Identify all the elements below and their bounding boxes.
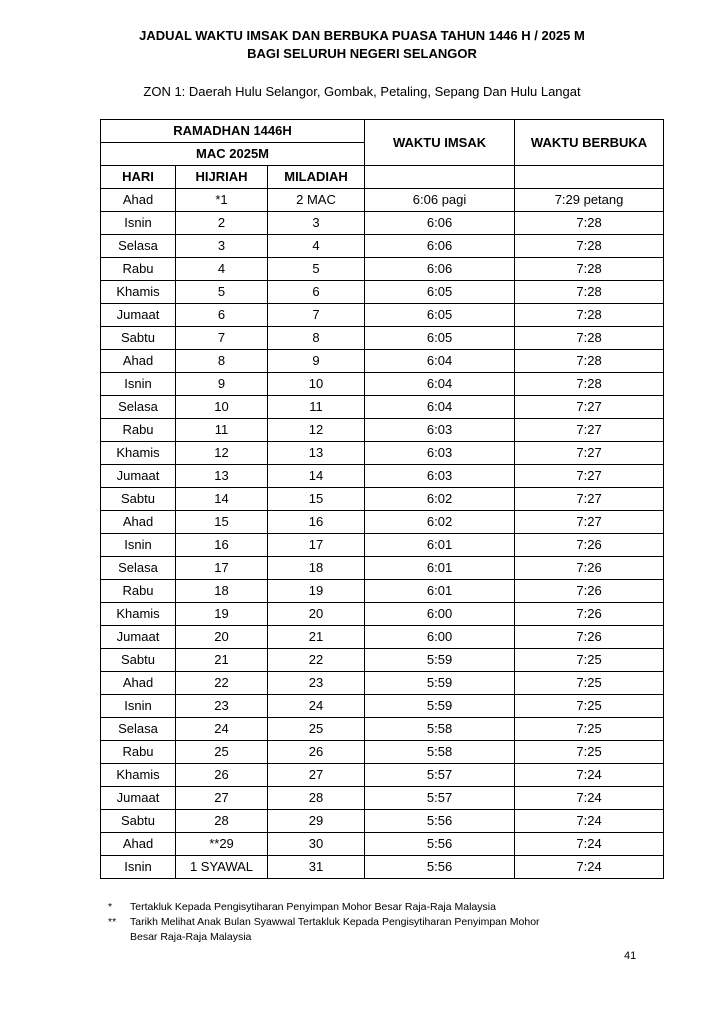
cell-imsak: 6:05 <box>365 304 515 327</box>
cell-miladiah: 9 <box>268 350 365 373</box>
title-line-1: JADUAL WAKTU IMSAK DAN BERBUKA PUASA TAHUN 1446 H / 2025 M <box>139 28 585 43</box>
cell-berbuka: 7:24 <box>515 810 664 833</box>
cell-berbuka: 7:28 <box>515 304 664 327</box>
cell-miladiah: 28 <box>268 787 365 810</box>
cell-hijriah: 1 SYAWAL <box>176 856 268 879</box>
cell-hari: Isnin <box>101 212 176 235</box>
cell-hari: Khamis <box>101 442 176 465</box>
table-row <box>101 741 664 764</box>
cell-hari: Jumaat <box>101 626 176 649</box>
cell-imsak: 5:57 <box>365 764 515 787</box>
cell-hari: Isnin <box>101 373 176 396</box>
cell-hari: Rabu <box>101 258 176 281</box>
table-row <box>101 396 664 419</box>
cell-hijriah: *1 <box>176 189 268 212</box>
table-row <box>101 557 664 580</box>
cell-berbuka: 7:25 <box>515 718 664 741</box>
cell-hijriah: 6 <box>176 304 268 327</box>
cell-miladiah: 22 <box>268 649 365 672</box>
cell-imsak: 6:04 <box>365 396 515 419</box>
table-row <box>101 787 664 810</box>
cell-berbuka: 7:28 <box>515 350 664 373</box>
cell-hari: Khamis <box>101 281 176 304</box>
header-imsak: WAKTU IMSAK <box>365 120 515 166</box>
cell-berbuka: 7:26 <box>515 557 664 580</box>
cell-imsak: 6:02 <box>365 511 515 534</box>
table-row <box>101 603 664 626</box>
table-row <box>101 235 664 258</box>
table-row <box>101 327 664 350</box>
cell-hijriah: 15 <box>176 511 268 534</box>
cell-berbuka: 7:24 <box>515 764 664 787</box>
cell-miladiah: 19 <box>268 580 365 603</box>
footnote-2-text: Tarikh Melihat Anak Bulan Syawwal Tertakluk Kepada Pengisytiharan Penyimpan Mohor <box>130 916 540 928</box>
cell-berbuka: 7:26 <box>515 534 664 557</box>
cell-hijriah: 11 <box>176 419 268 442</box>
cell-imsak: 6:00 <box>365 626 515 649</box>
schedule-table <box>100 119 664 879</box>
header-miladiah: MILADIAH <box>268 166 365 189</box>
cell-miladiah: 4 <box>268 235 365 258</box>
cell-hari: Sabtu <box>101 488 176 511</box>
cell-miladiah: 31 <box>268 856 365 879</box>
cell-hari: Sabtu <box>101 327 176 350</box>
cell-imsak: 6:03 <box>365 442 515 465</box>
cell-berbuka: 7:24 <box>515 856 664 879</box>
cell-miladiah: 13 <box>268 442 365 465</box>
cell-berbuka: 7:26 <box>515 626 664 649</box>
cell-miladiah: 20 <box>268 603 365 626</box>
cell-berbuka: 7:28 <box>515 258 664 281</box>
cell-hari: Selasa <box>101 235 176 258</box>
cell-miladiah: 14 <box>268 465 365 488</box>
cell-berbuka: 7:28 <box>515 281 664 304</box>
cell-imsak: 6:04 <box>365 373 515 396</box>
cell-hari: Ahad <box>101 189 176 212</box>
cell-miladiah: 17 <box>268 534 365 557</box>
table-row <box>101 626 664 649</box>
cell-imsak: 6:03 <box>365 419 515 442</box>
table-row <box>101 672 664 695</box>
cell-hijriah: 27 <box>176 787 268 810</box>
cell-berbuka: 7:25 <box>515 672 664 695</box>
cell-berbuka: 7:26 <box>515 603 664 626</box>
table-row <box>101 856 664 879</box>
cell-miladiah: 2 MAC <box>268 189 365 212</box>
cell-berbuka: 7:28 <box>515 235 664 258</box>
cell-hari: Isnin <box>101 534 176 557</box>
cell-hijriah: 18 <box>176 580 268 603</box>
table-row <box>101 764 664 787</box>
table-row <box>101 212 664 235</box>
cell-hijriah: 25 <box>176 741 268 764</box>
cell-miladiah: 3 <box>268 212 365 235</box>
footnote-2-continuation: Besar Raja-Raja Malaysia <box>130 931 252 943</box>
cell-berbuka: 7:28 <box>515 212 664 235</box>
table-row <box>101 810 664 833</box>
cell-hijriah: 13 <box>176 465 268 488</box>
cell-miladiah: 15 <box>268 488 365 511</box>
cell-imsak: 6:01 <box>365 580 515 603</box>
cell-imsak: 6:01 <box>365 534 515 557</box>
cell-berbuka: 7:28 <box>515 327 664 350</box>
cell-imsak: 5:59 <box>365 695 515 718</box>
cell-hijriah: 24 <box>176 718 268 741</box>
table-row <box>101 304 664 327</box>
table-row <box>101 419 664 442</box>
cell-hari: Khamis <box>101 764 176 787</box>
cell-hari: Sabtu <box>101 810 176 833</box>
cell-miladiah: 10 <box>268 373 365 396</box>
cell-hari: Jumaat <box>101 465 176 488</box>
footnote-1-text: Tertakluk Kepada Pengisytiharan Penyimpan Mohor Besar Raja-Raja Malaysia <box>130 901 496 913</box>
cell-berbuka: 7:27 <box>515 488 664 511</box>
cell-hijriah: 7 <box>176 327 268 350</box>
cell-imsak: 6:02 <box>365 488 515 511</box>
table-row <box>101 281 664 304</box>
cell-hijriah: 23 <box>176 695 268 718</box>
cell-berbuka: 7:27 <box>515 419 664 442</box>
cell-imsak: 5:58 <box>365 718 515 741</box>
cell-hijriah: 21 <box>176 649 268 672</box>
cell-imsak: 5:59 <box>365 672 515 695</box>
cell-imsak: 6:03 <box>365 465 515 488</box>
cell-hari: Khamis <box>101 603 176 626</box>
page-number: 41 <box>624 950 637 962</box>
cell-hari: Sabtu <box>101 649 176 672</box>
cell-imsak: 6:01 <box>365 557 515 580</box>
cell-miladiah: 24 <box>268 695 365 718</box>
table-row <box>101 442 664 465</box>
header-blank-imsak <box>365 166 515 189</box>
cell-miladiah: 8 <box>268 327 365 350</box>
cell-imsak: 5:56 <box>365 856 515 879</box>
table-row <box>101 373 664 396</box>
cell-berbuka: 7:28 <box>515 373 664 396</box>
cell-miladiah: 18 <box>268 557 365 580</box>
cell-berbuka: 7:25 <box>515 741 664 764</box>
cell-berbuka: 7:26 <box>515 580 664 603</box>
cell-miladiah: 29 <box>268 810 365 833</box>
footnote-2-mark: ** <box>108 916 117 928</box>
table-row <box>101 465 664 488</box>
cell-miladiah: 16 <box>268 511 365 534</box>
cell-imsak: 6:05 <box>365 281 515 304</box>
cell-hijriah: 12 <box>176 442 268 465</box>
cell-hijriah: 9 <box>176 373 268 396</box>
cell-berbuka: 7:24 <box>515 833 664 856</box>
table-row <box>101 189 664 212</box>
table-body <box>101 189 664 879</box>
cell-hijriah: 8 <box>176 350 268 373</box>
cell-hijriah: 14 <box>176 488 268 511</box>
cell-imsak: 6:06 pagi <box>365 189 515 212</box>
cell-berbuka: 7:25 <box>515 695 664 718</box>
table-row <box>101 649 664 672</box>
cell-hijriah: 19 <box>176 603 268 626</box>
cell-imsak: 6:06 <box>365 212 515 235</box>
cell-miladiah: 27 <box>268 764 365 787</box>
cell-hari: Ahad <box>101 833 176 856</box>
cell-hijriah: 2 <box>176 212 268 235</box>
cell-hari: Jumaat <box>101 787 176 810</box>
cell-hari: Selasa <box>101 718 176 741</box>
footnote-1-mark: * <box>108 901 113 913</box>
cell-miladiah: 11 <box>268 396 365 419</box>
title-line-2: BAGI SELURUH NEGERI SELANGOR <box>247 46 477 61</box>
cell-hijriah: 17 <box>176 557 268 580</box>
cell-hijriah: 16 <box>176 534 268 557</box>
cell-hari: Ahad <box>101 672 176 695</box>
header-ramadhan: RAMADHAN 1446H <box>101 120 365 143</box>
cell-hari: Selasa <box>101 557 176 580</box>
cell-imsak: 6:06 <box>365 258 515 281</box>
cell-hijriah: 5 <box>176 281 268 304</box>
cell-hari: Rabu <box>101 580 176 603</box>
table-row <box>101 534 664 557</box>
zone-label: ZON 1: Daerah Hulu Selangor, Gombak, Petaling, Sepang Dan Hulu Langat <box>143 84 581 99</box>
cell-miladiah: 26 <box>268 741 365 764</box>
header-blank-berbuka <box>515 166 664 189</box>
cell-imsak: 5:57 <box>365 787 515 810</box>
cell-berbuka: 7:27 <box>515 511 664 534</box>
cell-imsak: 6:04 <box>365 350 515 373</box>
table-row <box>101 258 664 281</box>
cell-hari: Jumaat <box>101 304 176 327</box>
table-row <box>101 580 664 603</box>
cell-hijriah: 28 <box>176 810 268 833</box>
cell-hijriah: 20 <box>176 626 268 649</box>
cell-berbuka: 7:24 <box>515 787 664 810</box>
cell-imsak: 5:59 <box>365 649 515 672</box>
cell-imsak: 5:56 <box>365 833 515 856</box>
cell-miladiah: 6 <box>268 281 365 304</box>
cell-hari: Rabu <box>101 419 176 442</box>
table-row <box>101 833 664 856</box>
cell-hijriah: 22 <box>176 672 268 695</box>
header-hari: HARI <box>101 166 176 189</box>
cell-miladiah: 21 <box>268 626 365 649</box>
cell-hari: Ahad <box>101 511 176 534</box>
cell-hijriah: **29 <box>176 833 268 856</box>
cell-hijriah: 4 <box>176 258 268 281</box>
cell-hari: Selasa <box>101 396 176 419</box>
cell-miladiah: 30 <box>268 833 365 856</box>
cell-imsak: 6:05 <box>365 327 515 350</box>
cell-imsak: 5:56 <box>365 810 515 833</box>
cell-imsak: 6:00 <box>365 603 515 626</box>
cell-miladiah: 23 <box>268 672 365 695</box>
cell-miladiah: 7 <box>268 304 365 327</box>
cell-miladiah: 12 <box>268 419 365 442</box>
cell-hijriah: 26 <box>176 764 268 787</box>
cell-hari: Ahad <box>101 350 176 373</box>
cell-berbuka: 7:27 <box>515 465 664 488</box>
header-hijriah: HIJRIAH <box>176 166 268 189</box>
cell-imsak: 5:58 <box>365 741 515 764</box>
table-row <box>101 695 664 718</box>
cell-imsak: 6:06 <box>365 235 515 258</box>
table-row <box>101 350 664 373</box>
header-mac: MAC 2025M <box>101 143 365 166</box>
cell-berbuka: 7:25 <box>515 649 664 672</box>
header-berbuka: WAKTU BERBUKA <box>515 120 664 166</box>
table-row <box>101 488 664 511</box>
footnotes <box>108 900 540 945</box>
cell-hari: Isnin <box>101 695 176 718</box>
cell-hijriah: 3 <box>176 235 268 258</box>
cell-hijriah: 10 <box>176 396 268 419</box>
cell-hari: Isnin <box>101 856 176 879</box>
table-row <box>101 718 664 741</box>
cell-berbuka: 7:29 petang <box>515 189 664 212</box>
cell-berbuka: 7:27 <box>515 442 664 465</box>
table-row <box>101 511 664 534</box>
cell-miladiah: 5 <box>268 258 365 281</box>
cell-miladiah: 25 <box>268 718 365 741</box>
cell-berbuka: 7:27 <box>515 396 664 419</box>
cell-hari: Rabu <box>101 741 176 764</box>
